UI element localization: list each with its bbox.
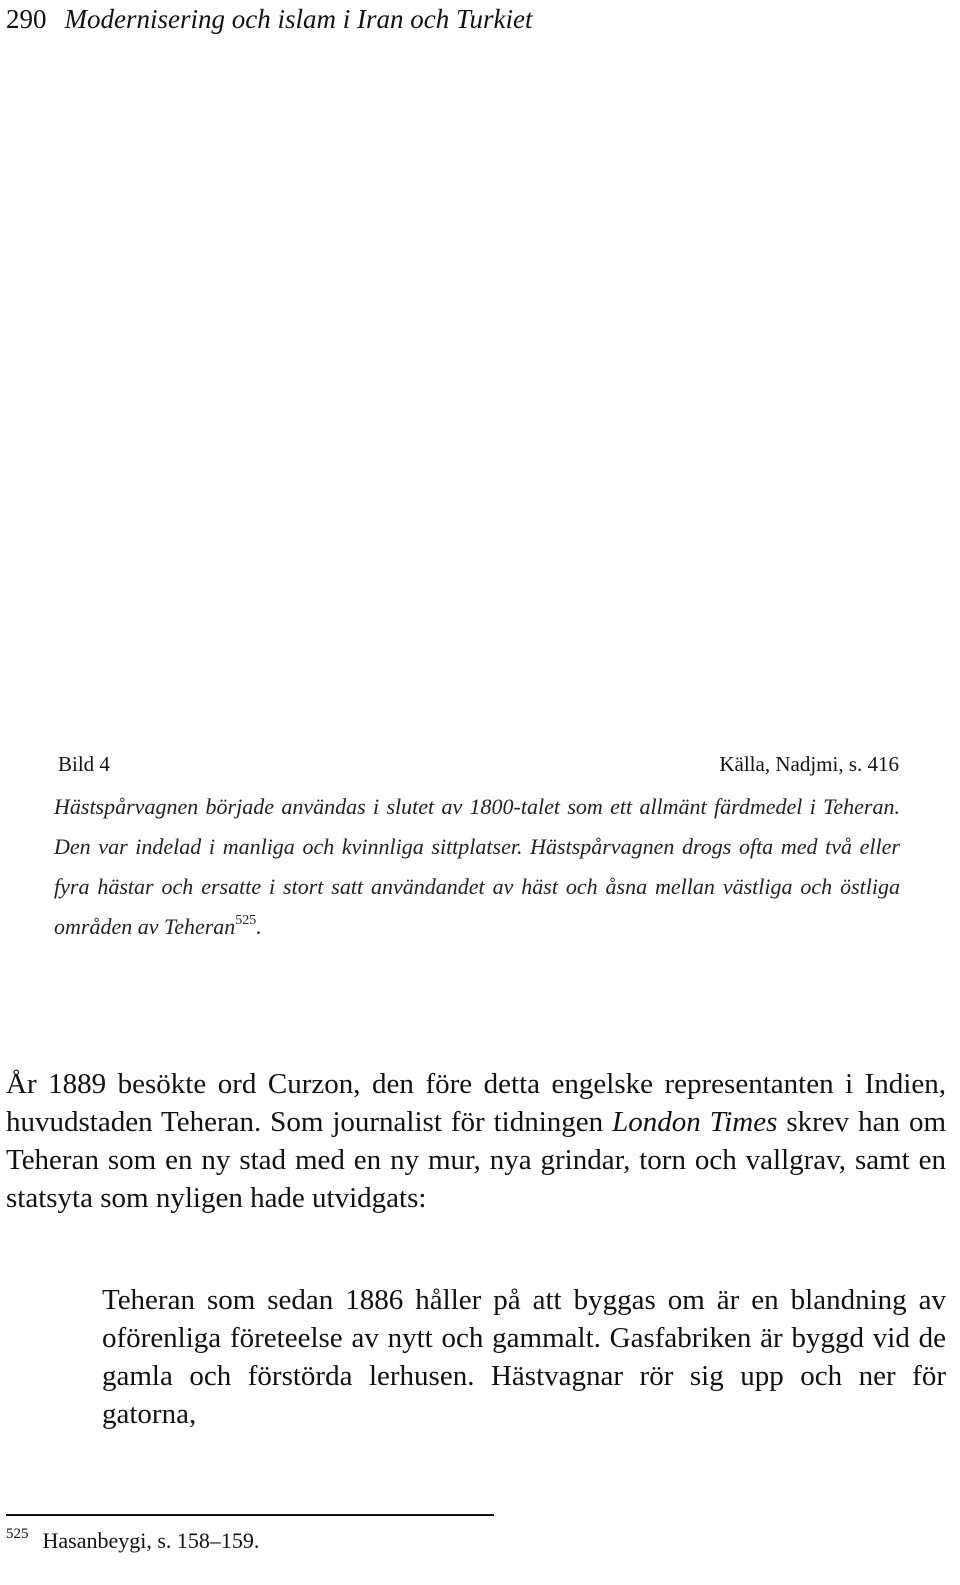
footnote-number: 525 bbox=[6, 1526, 29, 1542]
footnote-divider bbox=[6, 1514, 494, 1516]
footnote-text: Hasanbeygi, s. 158–159. bbox=[42, 1528, 260, 1553]
figure-caption-end: . bbox=[256, 914, 262, 939]
running-header bbox=[6, 4, 532, 35]
page-number: 290 bbox=[6, 4, 47, 34]
body-paragraph bbox=[6, 1065, 946, 1217]
running-title: Modernisering och islam i Iran och Turkiet bbox=[64, 4, 533, 34]
body-text-part2: skrev han om Teheran som en ny stad med en ny mur, nya grindar, torn och vallgrav, samt en statsyta som nyligen hade utvidgats: bbox=[6, 1106, 947, 1214]
newspaper-title: London Times bbox=[612, 1106, 778, 1138]
block-quote: Teheran som sedan 1886 håller på att byggas om är en blandning av oförenliga företeelse av nytt och gammalt. Gasfabriken är byggd vid de gamla och förstörda lerhusen. Hästvagnar rör sig upp och ner för gatorna, bbox=[102, 1284, 946, 1430]
figure-caption-header bbox=[58, 752, 899, 777]
body-text-part1: År 1889 besökte ord Curzon, den före detta engelske representanten i Indien, huvudstaden Teheran. Som journalist för tidningen bbox=[6, 1068, 946, 1138]
footnote-reference[interactable]: 525 bbox=[235, 913, 257, 928]
figure-label: Bild 4 bbox=[58, 752, 110, 776]
footnote bbox=[6, 1528, 259, 1554]
figure-caption bbox=[54, 787, 900, 947]
figure-caption-text: Hästspårvagnen började användas i slutet av 1800-talet som ett allmänt färdmedel i Teheran. Den var indelad i manliga och kvinnliga sittplatser. Hästspårvagnen drogs ofta med två eller fyra hästar och ersatte i stort satt användandet av häst och åsna mellan västliga och östliga områden av Teheran bbox=[54, 794, 900, 939]
figure-image-area bbox=[50, 48, 906, 738]
figure-source: Källa, Nadjmi, s. 416 bbox=[719, 752, 899, 776]
